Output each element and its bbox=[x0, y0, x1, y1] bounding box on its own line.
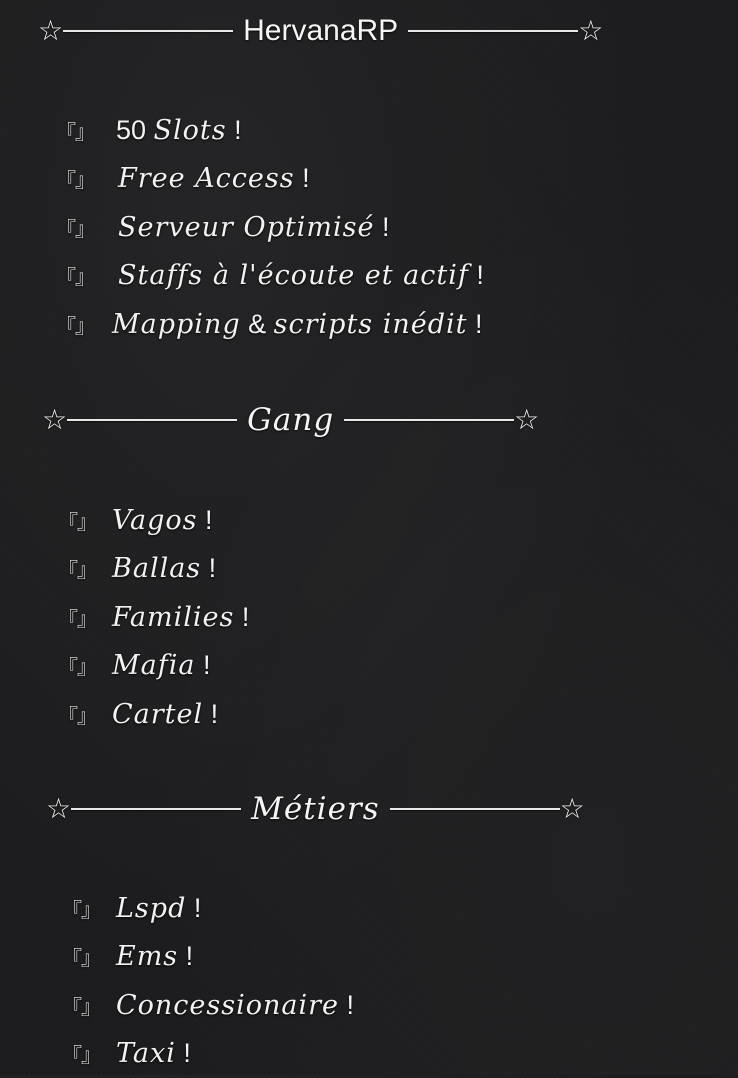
list-item bbox=[62, 1030, 354, 1078]
item-text: Serveur Optimisé ! bbox=[110, 212, 389, 243]
gang-list bbox=[58, 496, 249, 739]
item-text: Cartel ! bbox=[112, 699, 218, 730]
bracket-icon: 『』 bbox=[56, 261, 110, 290]
bracket-icon: 『』 bbox=[58, 506, 112, 535]
list-item bbox=[56, 155, 484, 204]
bracket-icon: 『』 bbox=[62, 894, 116, 923]
divider-line bbox=[408, 30, 578, 32]
section-title: HervanaRP bbox=[233, 14, 408, 48]
bracket-icon: 『』 bbox=[56, 164, 110, 193]
star-icon: ☆ bbox=[38, 17, 63, 45]
divider-line bbox=[390, 808, 560, 810]
metiers-list bbox=[62, 884, 354, 1078]
bracket-icon: 『』 bbox=[58, 603, 112, 632]
item-text: Mafia ! bbox=[112, 650, 210, 681]
divider-line bbox=[67, 419, 237, 421]
list-item bbox=[58, 690, 249, 739]
feature-list bbox=[56, 106, 484, 349]
bracket-icon: 『』 bbox=[58, 554, 112, 583]
item-text: 50 Slots ! bbox=[110, 115, 242, 146]
section-header-gang bbox=[42, 403, 539, 437]
divider-line bbox=[63, 30, 233, 32]
item-text: Concessionaire ! bbox=[116, 990, 354, 1021]
item-text: Mapping & scripts inédit ! bbox=[112, 309, 483, 340]
bracket-icon: 『』 bbox=[62, 942, 116, 971]
bracket-icon: 『』 bbox=[58, 651, 112, 680]
item-text: Free Access ! bbox=[110, 163, 310, 194]
list-item bbox=[62, 933, 354, 982]
item-text: Ems ! bbox=[116, 941, 193, 972]
list-item bbox=[56, 203, 484, 252]
list-item bbox=[56, 106, 484, 155]
bracket-icon: 『』 bbox=[56, 116, 110, 145]
star-icon: ☆ bbox=[46, 795, 71, 823]
list-item bbox=[58, 496, 249, 545]
divider-line bbox=[344, 419, 514, 421]
section-title: Gang bbox=[237, 402, 344, 438]
item-text: Vagos ! bbox=[112, 505, 213, 536]
item-text: Lspd ! bbox=[116, 893, 201, 924]
bracket-icon: 『』 bbox=[58, 700, 112, 729]
list-item bbox=[58, 593, 249, 642]
item-text: Ballas ! bbox=[112, 553, 216, 584]
list-item bbox=[58, 642, 249, 691]
bracket-icon: 『』 bbox=[62, 991, 116, 1020]
list-item bbox=[62, 981, 354, 1030]
item-text: Staffs à l'écoute et actif ! bbox=[110, 260, 484, 291]
section-header-metiers bbox=[46, 792, 585, 826]
bracket-icon: 『』 bbox=[56, 213, 110, 242]
divider-line bbox=[71, 808, 241, 810]
star-icon: ☆ bbox=[560, 795, 585, 823]
section-title: Métiers bbox=[241, 791, 390, 827]
star-icon: ☆ bbox=[578, 17, 603, 45]
item-text: Families ! bbox=[112, 602, 249, 633]
list-item bbox=[62, 884, 354, 933]
list-item bbox=[56, 252, 484, 301]
list-item bbox=[58, 545, 249, 594]
section-header-hervanarp bbox=[38, 14, 603, 48]
star-icon: ☆ bbox=[42, 406, 67, 434]
list-item bbox=[56, 300, 484, 349]
bracket-icon: 『』 bbox=[56, 310, 112, 339]
star-icon: ☆ bbox=[514, 406, 539, 434]
bracket-icon: 『』 bbox=[62, 1039, 116, 1068]
item-text: Taxi ! bbox=[116, 1038, 191, 1069]
